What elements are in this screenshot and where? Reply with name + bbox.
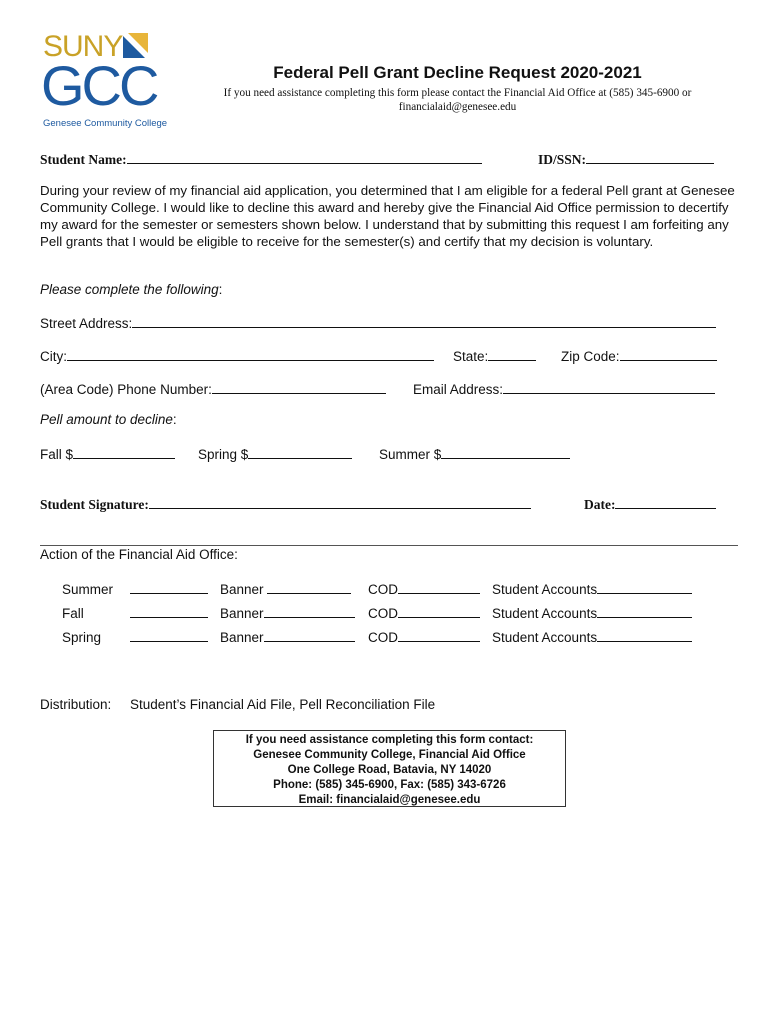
city-label: City: (40, 349, 67, 364)
banner-label: Banner (220, 582, 264, 597)
signature-row (40, 495, 531, 513)
spring-amount-label: Spring $ (198, 447, 249, 462)
please-complete-colon: : (218, 282, 223, 297)
contact-box (213, 730, 566, 807)
fall-amount-label: Fall $ (40, 447, 74, 462)
fall-term-field[interactable] (130, 604, 208, 618)
action-fall-accounts (492, 604, 692, 621)
spring-accounts-field[interactable] (597, 628, 692, 642)
summer-cod-field[interactable] (398, 580, 480, 594)
street-address-row (40, 314, 716, 331)
signature-field[interactable] (149, 495, 531, 509)
date-field[interactable] (615, 495, 716, 509)
action-spring-cod (368, 628, 480, 645)
signature-label: Student Signature: (40, 497, 149, 512)
assistance-note (180, 86, 735, 114)
email-field[interactable] (503, 380, 715, 394)
accounts-label: Student Accounts (492, 630, 598, 645)
assistance-line-2: financialaid@genesee.edu (398, 101, 517, 113)
please-complete-text: Please complete the following (40, 282, 219, 297)
pell-heading: Pell amount to decline (40, 412, 173, 427)
email-label: Email Address: (413, 382, 504, 397)
id-ssn-row (538, 150, 714, 168)
logo-mark-accent-icon (128, 33, 148, 53)
spring-amount-row (198, 445, 352, 462)
section-divider (40, 545, 738, 546)
distribution-value: Student’s Financial Aid File, Pell Reconciliation File (130, 697, 436, 712)
intro-paragraph: During your review of my financial aid application, you determined that I am eligible for a federal Pell grant at Genesee Community College. I would like to decline this award and hereby give the Financial Aid Office permission to decertify my award for the semester or semesters shown below. I understand that by submitting this request I am forfeiting any Pell grants that I would be eligible to receive for the semester(s) and certify that my decision is voluntary. (40, 183, 735, 249)
contact-line-3: One College Road, Batavia, NY 14020 (287, 764, 492, 776)
zip-row (561, 347, 717, 364)
id-ssn-field[interactable] (586, 150, 714, 164)
action-term-label: Spring (62, 630, 102, 645)
cod-label: COD (368, 606, 398, 621)
logo-gcc-text: GCC (41, 54, 157, 117)
action-row-fall (62, 604, 208, 621)
fall-banner-field[interactable] (264, 604, 355, 618)
state-row (453, 347, 536, 364)
office-action-heading: Action of the Financial Aid Office: (40, 547, 238, 562)
action-spring-banner (220, 628, 355, 645)
action-summer-accounts (492, 580, 692, 597)
action-fall-banner (220, 604, 355, 621)
action-fall-cod (368, 604, 480, 621)
logo-suny-text: SUNY (43, 30, 123, 63)
action-spring-accounts (492, 628, 692, 645)
summer-accounts-field[interactable] (597, 580, 692, 594)
date-label: Date: (584, 497, 616, 512)
zip-label: Zip Code: (561, 349, 620, 364)
please-complete-row (40, 282, 222, 297)
phone-field[interactable] (212, 380, 386, 394)
cod-label: COD (368, 582, 398, 597)
fall-amount-field[interactable] (73, 445, 175, 459)
fall-cod-field[interactable] (398, 604, 480, 618)
fall-amount-row (40, 445, 175, 462)
distribution-label: Distribution: (40, 697, 112, 712)
banner-label: Banner (220, 606, 264, 621)
spring-banner-field[interactable] (264, 628, 355, 642)
college-logo (41, 30, 168, 132)
spring-term-field[interactable] (130, 628, 208, 642)
pell-heading-colon: : (172, 412, 177, 427)
action-summer-cod (368, 580, 480, 597)
phone-label: (Area Code) Phone Number: (40, 382, 212, 397)
summer-amount-label: Summer $ (379, 447, 442, 462)
email-row (413, 380, 715, 397)
date-row (584, 495, 716, 513)
city-row (40, 347, 434, 364)
phone-row (40, 380, 386, 397)
form-title: Federal Pell Grant Decline Request 2020-2021 (273, 63, 642, 82)
contact-line-5: Email: financialaid@genesee.edu (298, 794, 481, 806)
pell-heading-row (40, 412, 177, 427)
city-field[interactable] (67, 347, 434, 361)
summer-amount-row (379, 445, 570, 462)
logo-college-name: Genesee Community College (43, 118, 168, 129)
contact-line-2: Genesee Community College, Financial Aid Office (253, 749, 526, 761)
cod-label: COD (368, 630, 398, 645)
id-ssn-label: ID/SSN: (538, 152, 587, 167)
student-name-row (40, 150, 482, 168)
spring-cod-field[interactable] (398, 628, 480, 642)
street-address-field[interactable] (132, 314, 716, 328)
state-label: State: (453, 349, 489, 364)
action-summer-banner (220, 580, 351, 597)
contact-line-1: If you need assistance completing this form contact: (245, 734, 534, 746)
spring-amount-field[interactable] (248, 445, 352, 459)
summer-term-field[interactable] (130, 580, 208, 594)
action-row-summer (62, 580, 208, 597)
street-address-label: Street Address: (40, 316, 133, 331)
action-term-label: Summer (62, 582, 114, 597)
summer-amount-field[interactable] (441, 445, 570, 459)
accounts-label: Student Accounts (492, 606, 598, 621)
assistance-line-1: If you need assistance completing this form please contact the Financial Aid Office at (585) 345-6900 or (223, 87, 692, 99)
student-name-field[interactable] (127, 150, 482, 164)
student-name-label: Student Name: (40, 152, 127, 167)
state-field[interactable] (488, 347, 536, 361)
action-row-spring (62, 628, 208, 645)
summer-banner-field[interactable] (267, 580, 351, 594)
accounts-label: Student Accounts (492, 582, 598, 597)
contact-line-4: Phone: (585) 345-6900, Fax: (585) 343-6726 (273, 779, 506, 791)
fall-accounts-field[interactable] (597, 604, 692, 618)
banner-label: Banner (220, 630, 264, 645)
action-term-label: Fall (62, 606, 84, 621)
zip-field[interactable] (620, 347, 717, 361)
